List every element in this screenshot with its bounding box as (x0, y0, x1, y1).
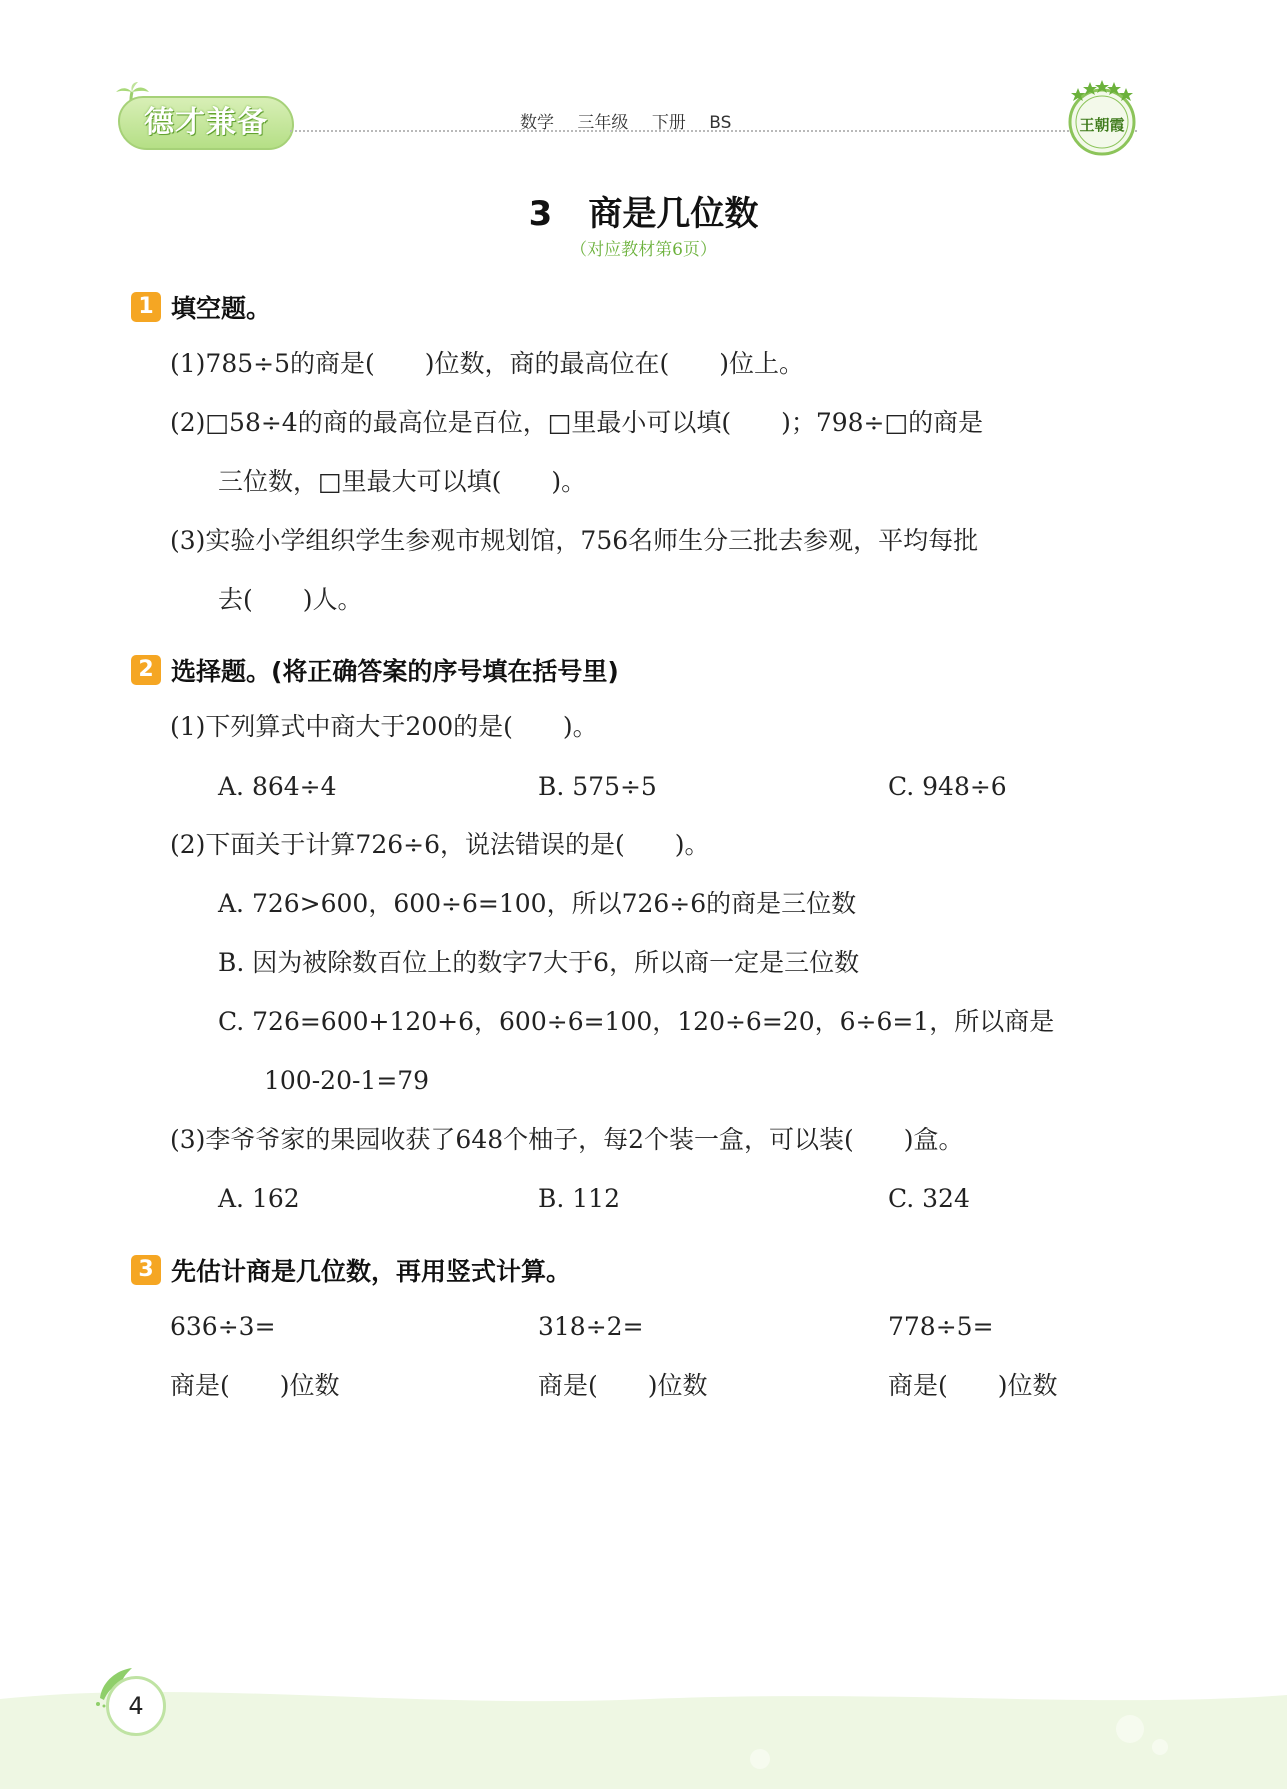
s3-answer-3: 商是( )位数 (888, 1371, 1058, 1400)
footer-wave (0, 1669, 1287, 1789)
s3-answer-2: 商是( )位数 (538, 1371, 708, 1400)
s2-q1-option-c: C. 948÷6 (888, 772, 1007, 801)
page-number: 4 (106, 1676, 166, 1736)
section-2-heading (131, 652, 619, 688)
s2-q2-option-c-cont: 100-20-1=79 (264, 1066, 430, 1095)
section-3-title: 先估计商是几位数，再用竖式计算。 (171, 1257, 572, 1286)
s1-q1: (1)785÷5的商是( )位数，商的最高位在( )位上。 (170, 349, 804, 378)
title-text: 商是几位数 (588, 194, 759, 234)
s1-q3-line2: 去( )人。 (218, 585, 363, 614)
s3-expr-3: 778÷5= (888, 1312, 994, 1341)
s1-q2-line1: (2)□58÷4的商的最高位是百位，□里最小可以填( )；798÷□的商是 (170, 408, 984, 437)
s2-q2-option-c: C. 726=600+120+6，600÷6=100，120÷6=20，6÷6=1，所以商是 (218, 1007, 1055, 1036)
s3-expr-1: 636÷3= (170, 1312, 276, 1341)
section-1-title: 填空题。 (171, 294, 272, 323)
header-term: 下册 (651, 113, 686, 133)
s3-answer-1: 商是( )位数 (170, 1371, 340, 1400)
brand-logo: 德才兼备 (118, 96, 294, 150)
s2-q1-option-a: A. 864÷4 (218, 772, 337, 801)
header-subject: 数学 (520, 113, 554, 133)
s1-q3-line1: (3)实验小学组织学生参观市规划馆，756名师生分三批去参观，平均每批 (170, 526, 979, 555)
section-3-badge: 3 (131, 1255, 161, 1285)
section-1-badge: 1 (131, 292, 161, 322)
section-3-heading (131, 1252, 571, 1288)
header-grade: 三年级 (577, 113, 629, 133)
s2-q3-stem: (3)李爷爷家的果园收获了648个柚子，每2个装一盒，可以装( )盒。 (170, 1125, 964, 1154)
s2-q1-stem: (1)下列算式中商大于200的是( )。 (170, 712, 598, 741)
header-edition: BS (709, 113, 732, 133)
page-subtitle: （对应教材第6页） (570, 240, 717, 260)
header-meta (520, 108, 749, 133)
section-2-title: 选择题。(将正确答案的序号填在括号里) (171, 657, 619, 686)
page-title (0, 186, 1287, 235)
s1-q2-line2: 三位数，□里最大可以填( )。 (218, 467, 587, 496)
section-2-badge: 2 (131, 655, 161, 685)
s2-q2-option-a: A. 726>600，600÷6=100，所以726÷6的商是三位数 (218, 889, 857, 918)
s2-q3-option-c: C. 324 (888, 1184, 970, 1213)
s2-q3-option-b: B. 112 (538, 1184, 620, 1213)
s2-q2-stem: (2)下面关于计算726÷6，说法错误的是( )。 (170, 830, 710, 859)
s2-q3-option-a: A. 162 (218, 1184, 300, 1213)
s3-expr-2: 318÷2= (538, 1312, 644, 1341)
seal-text: 王朝霞 (1079, 116, 1125, 134)
title-number: 3 (528, 194, 553, 234)
section-1-heading (131, 289, 271, 325)
s2-q2-option-b: B. 因为被除数百位上的数字7大于6，所以商一定是三位数 (218, 948, 860, 977)
seal-logo (1062, 76, 1142, 166)
s2-q1-option-b: B. 575÷5 (538, 772, 657, 801)
